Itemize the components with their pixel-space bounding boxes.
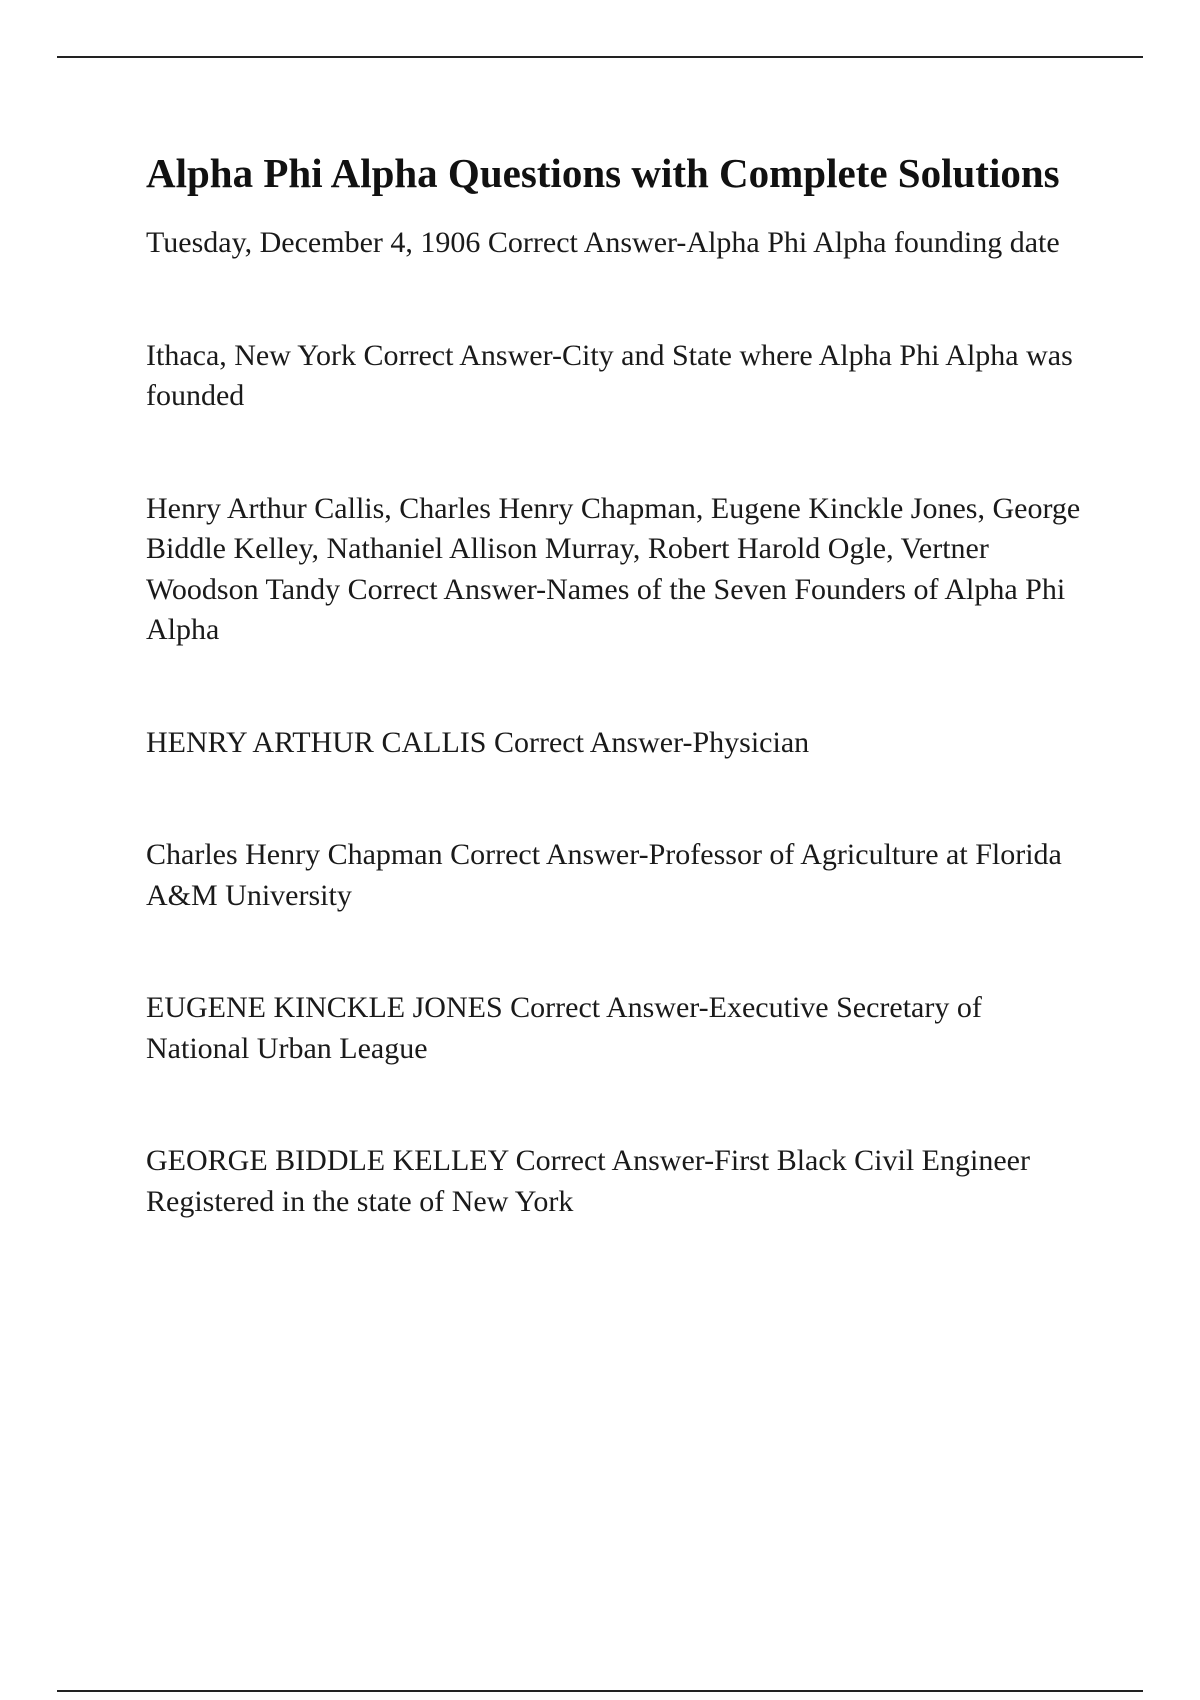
entry-question: Names of the Seven Founders of Alpha Phi Alpha: [146, 572, 1066, 646]
entry-separator: Correct Answer-: [480, 226, 687, 259]
entry-separator: Correct Answer-: [486, 725, 693, 759]
document-title: Alpha Phi Alpha Questions with Complete Solutions: [146, 150, 1060, 196]
entry-answer: Tuesday, December 4, 1906: [146, 226, 481, 259]
qa-entry: [146, 723, 1086, 764]
entry-answer: EUGENE KINCKLE JONES: [146, 991, 503, 1024]
qa-entry: [146, 223, 1086, 264]
header-rule: [57, 56, 1143, 58]
entry-separator: Correct Answer-: [340, 572, 547, 606]
entry-question: First Black Civil Engineer Registered in the state of New York: [146, 1144, 1030, 1218]
entry-separator: Correct Answer-: [502, 991, 709, 1024]
entry-question: Executive Secretary of National Urban League: [146, 991, 982, 1065]
entry-separator: Correct Answer-: [442, 838, 649, 871]
entry-question: City and State where Alpha Phi Alpha was founded: [146, 338, 1073, 412]
footer-rule: [57, 1690, 1143, 1692]
entry-separator: Correct Answer-: [508, 1144, 715, 1177]
entry-answer: GEORGE BIDDLE KELLEY: [146, 1144, 509, 1177]
document-body: [146, 145, 1086, 1294]
qa-entry: [146, 835, 1086, 916]
qa-entry: [146, 489, 1086, 651]
entry-separator: Correct Answer-: [355, 338, 562, 372]
entry-question: Physician: [692, 725, 810, 759]
qa-entry: [146, 1141, 1086, 1222]
entry-answer: Ithaca, New York: [146, 338, 356, 372]
entry-question: Alpha Phi Alpha founding date: [686, 226, 1060, 259]
entry-question: Professor of Agriculture at Florida A&M University: [146, 838, 1062, 912]
qa-list: [146, 223, 1086, 1222]
qa-entry: [146, 336, 1086, 417]
entry-answer: Henry Arthur Callis, Charles Henry Chapman, Eugene Kinckle Jones, George Biddle Kelley, Nathaniel Allison Murray, Robert Harold Ogle, Vertner Woodson Tandy: [146, 491, 1081, 606]
entry-answer: Charles Henry Chapman: [146, 838, 443, 871]
entry-answer: HENRY ARTHUR CALLIS: [146, 725, 487, 759]
qa-entry: [146, 988, 1086, 1069]
